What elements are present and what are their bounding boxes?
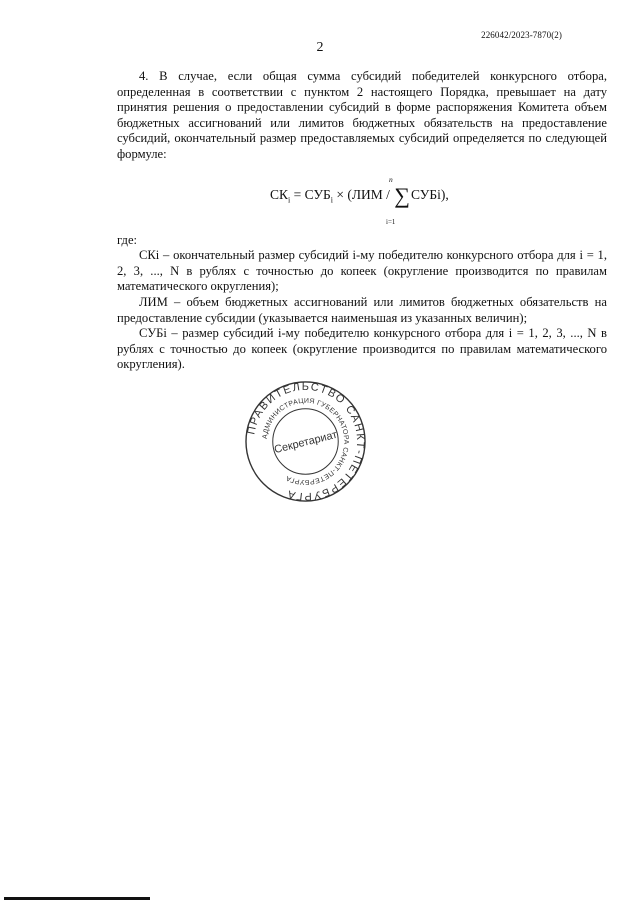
formula-eq-sub: i bbox=[330, 195, 333, 205]
round-seal-stamp bbox=[244, 380, 367, 503]
definition-lim: ЛИМ – объем бюджетных ассигнований или лимитов бюджетных обязательств на предоставление субсидии (указывается наименьшая из указанных величин); bbox=[117, 294, 607, 325]
definition-ski: СКi – окончательный размер субсидий i-му победителю конкурсного отбора для i = 1, 2, 3, ..., N в рублях с точностью до копеек (округление производится по правилам математического округления); bbox=[117, 248, 607, 294]
formula-lhs-sub: i bbox=[288, 195, 291, 205]
formula bbox=[117, 171, 607, 225]
seal-outer-text-content: ПРАВИТЕЛЬСТВО САНКТ-ПЕТЕРБУРГА bbox=[245, 380, 367, 503]
formula-mid: × (ЛИМ / bbox=[332, 186, 394, 202]
document-body bbox=[117, 69, 607, 373]
page-number: 2 bbox=[316, 40, 324, 55]
where-label: где: bbox=[117, 232, 138, 247]
seal-inner-text-content: АДМИНИСТРАЦИЯ ГУБЕРНАТОРА САНКТ-ПЕТЕРБУРГА bbox=[261, 397, 350, 486]
formula-rhs: СУБi), bbox=[410, 186, 449, 202]
formula-lhs: СК bbox=[270, 186, 289, 202]
document-number: 226042/2023-7870(2) bbox=[481, 30, 562, 40]
seal-center-label: Секретариат bbox=[273, 428, 339, 457]
formula-eq: = СУБ bbox=[290, 186, 331, 202]
definition-subi: СУБi – размер субсидий i-му победителю конкурсного отбора для i = 1, 2, 3, ..., N в рублях с точностью до копеек (округление производится по правилам математического округления). bbox=[117, 326, 607, 372]
sigma-symbol: ∑ bbox=[394, 182, 410, 208]
sigma-upper-limit: n bbox=[389, 174, 393, 184]
footer-bar bbox=[4, 897, 150, 900]
sigma-lower-limit: i=1 bbox=[386, 217, 396, 226]
paragraph-4: 4. В случае, если общая сумма субсидий победителей конкурсного отбора, определенная в соответствии с пунктом 2 настоящего Порядка, превышает на дату принятия решения о предоставлении субсидий в форме распоряжения Комитета объем бюджетных ассигнований или лимитов бюджетных обязательств на предоставление субсидий, окончательный размер предоставляемых субсидий определяется по следующей формуле: bbox=[117, 69, 607, 161]
formula-line bbox=[270, 184, 449, 208]
